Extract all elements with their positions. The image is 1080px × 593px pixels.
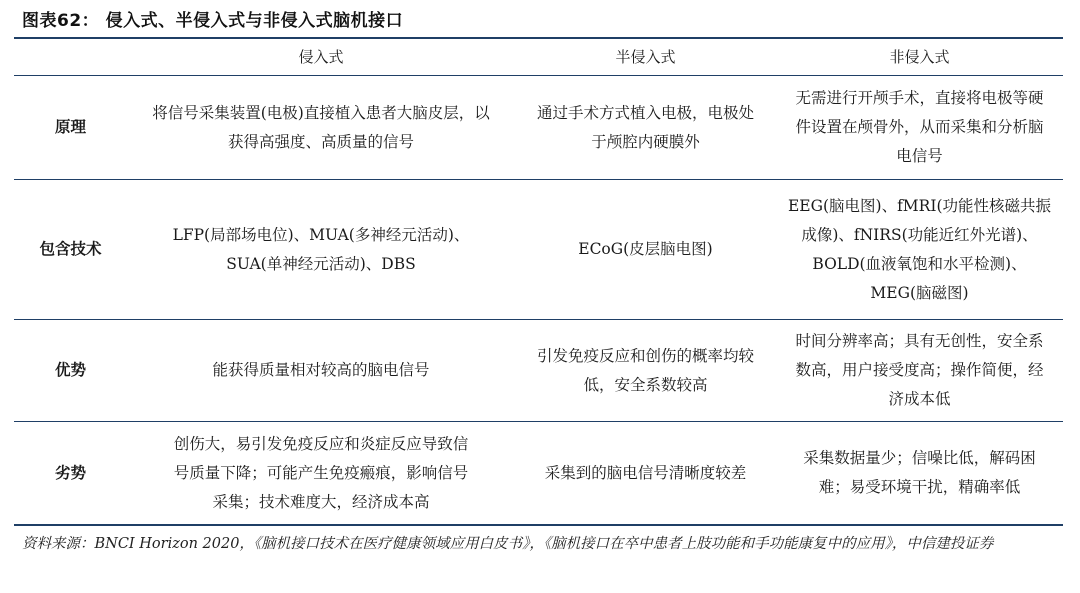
header-corner [14,40,127,76]
cell-principle-invasive: 将信号采集装置(电极)直接植入患者大脑皮层，以获得高强度、高质量的信号 [127,76,515,180]
cell-advantages-invasive: 能获得质量相对较高的脑电信号 [127,320,515,422]
cell-disadvantages-semi-invasive: 采集到的脑电信号清晰度较差 [515,422,776,526]
page-title: 图表62： 侵入式、半侵入式与非侵入式脑机接口 [22,11,404,31]
header-semi-invasive: 半侵入式 [515,40,776,76]
cell-technologies-non-invasive: EEG(脑电图)、fMRI(功能性核磁共振成像)、fNIRS(功能近红外光谱)、BOLD(血液氧饱和水平检测)、MEG(脑磁图) [776,180,1063,320]
cell-disadvantages-invasive: 创伤大，易引发免疫反应和炎症反应导致信号质量下降；可能产生免疫瘢痕，影响信号采集；技术难度大，经济成本高 [127,422,515,526]
cell-principle-semi-invasive: 通过手术方式植入电极，电极处于颅腔内硬膜外 [515,76,776,180]
row-label-advantages: 优势 [14,320,127,422]
row-label-disadvantages: 劣势 [14,422,127,526]
cell-principle-non-invasive: 无需进行开颅手术，直接将电极等硬件设置在颅骨外，从而采集和分析脑电信号 [776,76,1063,180]
cell-advantages-non-invasive: 时间分辨率高；具有无创性，安全系数高，用户接受度高；操作简便，经济成本低 [776,320,1063,422]
cell-disadvantages-non-invasive: 采集数据量少；信噪比低，解码困难；易受环境干扰，精确率低 [776,422,1063,526]
header-non-invasive: 非侵入式 [776,40,1063,76]
header-invasive: 侵入式 [127,40,515,76]
cell-technologies-invasive: LFP(局部场电位)、MUA(多神经元活动)、SUA(单神经元活动)、DBS [127,180,515,320]
row-label-principle: 原理 [14,76,127,180]
row-label-technologies: 包含技术 [14,180,127,320]
table-top-rule [14,37,1063,39]
source-note: 资料来源：BNCI Horizon 2020，《脑机接口技术在医疗健康领域应用白皮书》，《脑机接口在卒中患者上肢功能和手功能康复中的应用》，中信建投证券 [22,536,994,552]
comparison-table [14,40,1063,526]
cell-technologies-semi-invasive: ECoG(皮层脑电图) [515,180,776,320]
cell-advantages-semi-invasive: 引发免疫反应和创伤的概率均较低，安全系数较高 [515,320,776,422]
